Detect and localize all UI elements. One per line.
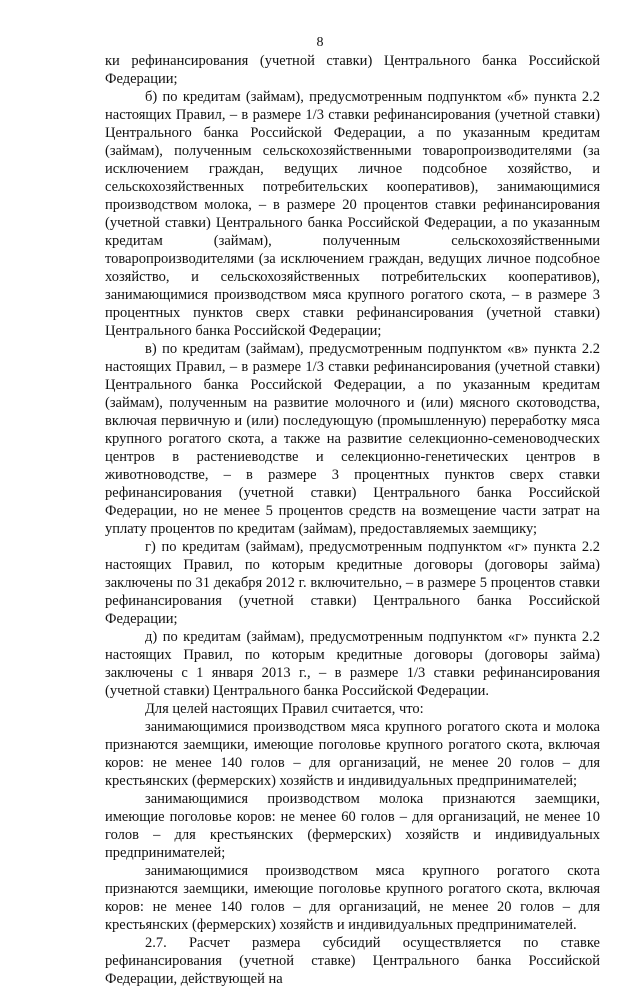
paragraph-definition-milk: занимающимися производством молока признаются заемщики, имеющие поголовье коров: не менее 60 голов – для организаций, не менее 10 голов – для крестьянских (фермерских) хозяйств и индивидуальных предпринимателей; [105, 791, 600, 861]
paragraph-definition-meat: занимающимися производством мяса крупного рогатого скота признаются заемщики, имеющие поголовье крупного рогатого скота, включая коров: не менее 140 голов – для организаций, не менее 20 голов – для крестьянских (фермерских) хозяйств и индивидуальных предпринимателей. [105, 863, 600, 933]
paragraph-continuation: ки рефинансирования (учетной ставки) Центрального банка Российской Федерации; [105, 53, 600, 87]
document-body [105, 52, 600, 988]
page-number: 8 [316, 35, 324, 50]
paragraph-subitem-v: в) по кредитам (займам), предусмотренным подпунктом «в» пункта 2.2 настоящих Правил, – в размере 1/3 ставки рефинансирования (учетной ставки) Центрального банка Российской Федерации, а по указанным кредитам (займам), полученным на развитие молочного и (или) мясного скотоводства, включая первичную и (или) последующую (промышленную) переработку мяса крупного рогатого скота, а также на развитие селекционно-семеноводческих центров в растениеводстве и селекционно-генетических центров в животноводстве, – в размере 3 процентных пунктов сверх ставки рефинансирования (учетной ставки) Центрального банка Российской Федерации, но не менее 5 процентов средств на возмещение части затрат на уплату процентов по кредитам (займам), предоставляемых заемщику; [105, 341, 600, 537]
paragraph-section-2-7: 2.7. Расчет размера субсидий осуществляется по ставке рефинансирования (учетной ставке) Центрального банка Российской Федерации, действующей на [105, 935, 600, 987]
paragraph-subitem-d: д) по кредитам (займам), предусмотренным подпунктом «г» пункта 2.2 настоящих Правил, по которым кредитные договоры (договоры займа) заключены с 1 января 2013 г., – в размере 1/3 ставки рефинансирования (учетной ставки) Центрального банка Российской Федерации. [105, 629, 600, 699]
paragraph-subitem-g: г) по кредитам (займам), предусмотренным подпунктом «г» пункта 2.2 настоящих Правил, по которым кредитные договоры (договоры займа) заключены по 31 декабря 2012 г. включительно, – в размере 5 процентов ставки рефинансирования (учетной ставки) Центрального банка Российской Федерации; [105, 539, 600, 627]
paragraph-definitions-intro: Для целей настоящих Правил считается, что: [145, 701, 424, 717]
paragraph-definition-meat-and-milk: занимающимися производством мяса крупного рогатого скота и молока признаются заемщики, имеющие поголовье крупного рогатого скота, включая коров: не менее 140 голов – для организаций, не менее 20 голов – для крестьянских (фермерских) хозяйств и индивидуальных предпринимателей; [105, 719, 600, 789]
paragraph-subitem-b: б) по кредитам (займам), предусмотренным подпунктом «б» пункта 2.2 настоящих Правил, – в размере 1/3 ставки рефинансирования (учетной ставки) Центрального банка Российской Федерации, а по указанным кредитам (займам), полученным сельскохозяйственными товаропроизводителями (за исключением граждан, ведущих личное подсобное хозяйство, и сельскохозяйственных потребительских кооперативов), занимающимися производством молока, – в размере 20 процентов ставки рефинансирования (учетной ставки) Центрального банка Российской Федерации, а по указанным кредитам (займам), полученным сельскохозяйственными товаропроизводителями (за исключением граждан, ведущих личное подсобное хозяйство, и сельскохозяйственных потребительских кооперативов), занимающимися производством мяса крупного рогатого скота, – в размере 3 процентных пунктов сверх ставки рефинансирования (учетной ставки) Центрального банка Российской Федерации; [105, 89, 600, 339]
